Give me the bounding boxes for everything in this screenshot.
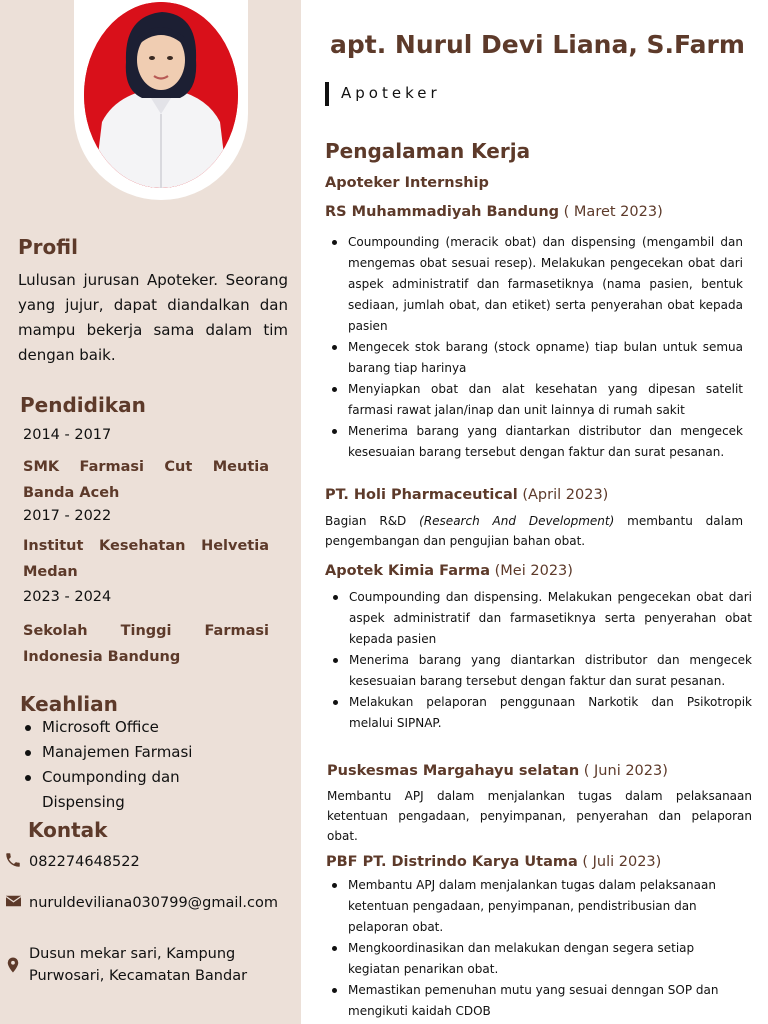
- education-years: 2014 - 2017: [23, 427, 112, 443]
- org-name: PBF PT. Distrindo Karya Utama: [326, 854, 578, 870]
- education-school: SMK Farmasi Cut Meutia Banda Aceh: [23, 459, 269, 501]
- org-date: ( Juli 2023): [577, 854, 662, 870]
- org-name: RS Muhammadiyah Bandung: [325, 204, 560, 220]
- profile-photo: [84, 2, 238, 188]
- duty-item: Mengecek stok barang (stock opname) tiap bulan untuk semua barang tiap harinya: [325, 337, 743, 379]
- duty-item: Menerima barang yang diantarkan distributor dan mengecek kesesuaian barang tersebut dengan faktur dan surat pesanan.: [326, 650, 752, 692]
- org-date: ( Juni 2023): [579, 763, 668, 779]
- education-school: Sekolah Tinggi Farmasi Indonesia Bandung: [23, 623, 269, 665]
- duty-item: Menerima barang yang diantarkan distributor dan mengecek kesesuaian barang tersebut dengan faktur dan surat pesanan.: [325, 421, 743, 463]
- duty-item: Memastikan pemenuhan mutu yang sesuai denngan SOP dan mengikuti kaidah CDOB: [325, 980, 725, 1022]
- org-title: [325, 487, 608, 503]
- skill-item: Microsoft Office: [22, 715, 282, 740]
- duty-item: Coumpounding dan dispensing. Melakukan pengecekan obat dari aspek administratif dan farmasetiknya serta penyerahan obat kepada pasien: [326, 587, 752, 650]
- contact-phone: [4, 851, 140, 873]
- person-name: apt. Nurul Devi Liana, S.Farm: [330, 30, 745, 59]
- desc-pre: Bagian R&D: [325, 514, 420, 528]
- address-text: Dusun mekar sari, Kampung Purwosari, Kecamatan Bandar: [29, 946, 248, 984]
- profile-heading: Profil: [18, 235, 78, 259]
- education-years: 2017 - 2022: [23, 508, 112, 524]
- email-address: nuruldeviliana030799@gmail.com: [29, 895, 279, 911]
- skills-heading: Keahlian: [20, 692, 118, 716]
- contact-address: [4, 943, 264, 987]
- location-pin-icon: [4, 955, 24, 975]
- profile-text: Lulusan jurusan Apoteker. Seorang yang jujur, dapat diandalkan dan mampu bekerja sama dalam tim dengan baik.: [18, 271, 288, 364]
- education-heading: Pendidikan: [20, 393, 146, 417]
- education-years: 2023 - 2024: [23, 589, 112, 605]
- education-school: Institut Kesehatan Helvetia Medan: [23, 538, 269, 580]
- org-name: PT. Holi Pharmaceutical: [325, 487, 518, 503]
- org-name: Puskesmas Margahayu selatan: [327, 763, 580, 779]
- phone-icon: [4, 851, 24, 871]
- skill-item: Coumponding dan Dispensing: [22, 765, 212, 815]
- org-date: (April 2023): [517, 487, 609, 503]
- duty-item: Menyiapkan obat dan alat kesehatan yang dipesan satelit farmasi rawat jalan/inap dan unit lainnya di rumah sakit: [325, 379, 743, 421]
- org-title: [327, 763, 668, 779]
- phone-number: 082274648522: [29, 854, 140, 870]
- org-date: (Mei 2023): [490, 563, 573, 579]
- org-title: [325, 204, 663, 220]
- org-title: [325, 563, 573, 579]
- email-icon: [4, 892, 24, 912]
- skill-item: Manajemen Farmasi: [22, 740, 282, 765]
- duty-item: Coumpounding (meracik obat) dan dispensing (mengambil dan mengemas obat sesuai resep). Melakukan pengecekan obat dari aspek administratif dan farmasetiknya (nama pasien, bentuk sediaan, jumlah obat, dan etiket) serta penyerahan obat kepada pasien: [325, 232, 743, 337]
- experience-heading: Pengalaman Kerja: [325, 139, 531, 163]
- duty-list: [326, 587, 752, 734]
- duty-list: [325, 875, 725, 1022]
- contact-email: [4, 892, 278, 914]
- contact-heading: Kontak: [28, 818, 108, 842]
- org-title: [326, 854, 661, 870]
- org-description: Membantu APJ dalam menjalankan tugas dalam pelaksanaan ketentuan pengadaan, penyimpanan, penyerahan dan pelaporan obat.: [327, 789, 752, 843]
- duty-item: Mengkoordinasikan dan melakukan dengan segera setiap kegiatan penarikan obat.: [325, 938, 725, 980]
- org-name: Apotek Kimia Farma: [325, 563, 491, 579]
- duty-item: Membantu APJ dalam menjalankan tugas dalam pelaksanaan ketentuan pengadaan, penyimpanan, pendistribusian dan pelaporan obat.: [325, 875, 725, 938]
- duty-item: Melakukan pelaporan penggunaan Narkotik dan Psikotropik melalui SIPNAP.: [326, 692, 752, 734]
- duty-list: [325, 232, 743, 463]
- desc-em: (Research And Development): [419, 514, 615, 528]
- org-date: ( Maret 2023): [559, 204, 663, 220]
- desc-post: membantu dalam pengembangan dan pengujian bahan obat.: [325, 514, 744, 548]
- org-description: [325, 511, 743, 551]
- skills-list: [22, 715, 282, 815]
- job-title: Apoteker Internship: [325, 175, 489, 191]
- role-bar: [325, 82, 329, 106]
- role-title: Apoteker: [341, 84, 441, 102]
